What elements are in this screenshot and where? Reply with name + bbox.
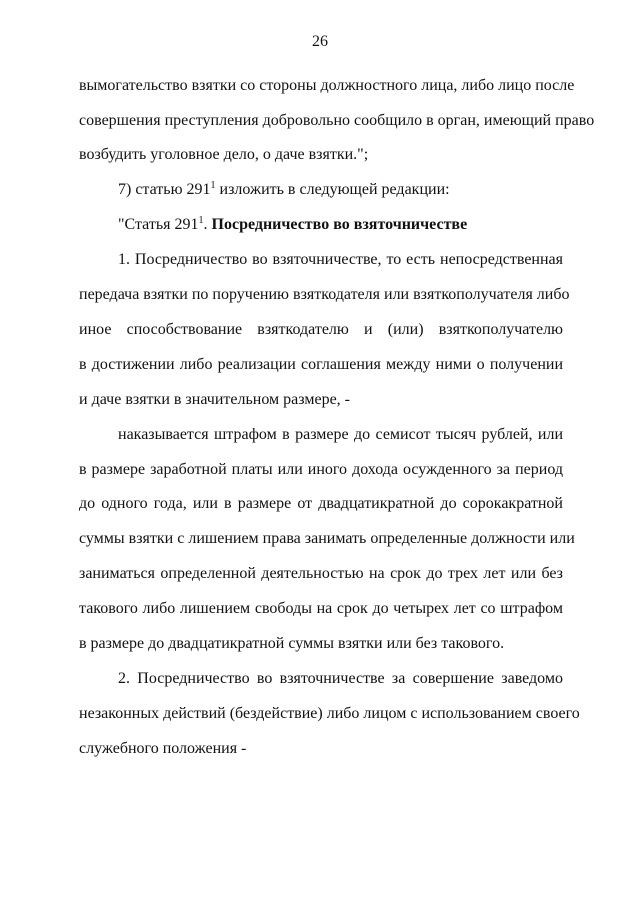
penalty1-line: до одного года, или в размере от двадцатикратной до сорокакратной (79, 495, 563, 512)
penalty1-line: заниматься определенной деятельностью на срок до трех лет или без (79, 565, 563, 582)
article-heading (118, 215, 563, 235)
part2-line: 2. Посредничество во взяточничестве за совершение заведомо (118, 670, 563, 687)
part1-line: передача взятки по поручению взяткодателя или взяткополучателя либо (79, 286, 570, 303)
part1-line: иное способствование взяткодателю и (или) взяткополучателю (79, 321, 563, 338)
page-number: 26 (312, 33, 328, 50)
intro-line: возбудить уголовное дело, о даче взятки."; (79, 146, 369, 163)
penalty1-line: суммы взятки с лишением права занимать определенные должности или (79, 530, 575, 547)
intro-line: вымогательство взятки со стороны должностного лица, либо лицо после (79, 77, 575, 94)
part1-line: 1. Посредничество во взяточничестве, то есть непосредственная (118, 251, 563, 268)
article-dot: . (203, 216, 212, 233)
item-7-after: изложить в следующей редакции: (215, 181, 450, 198)
penalty1-line: в размере до двадцатикратной суммы взятки или без такового. (79, 635, 505, 652)
article-prefix: "Статья 291 (118, 216, 199, 233)
item-7-sup: 1 (210, 180, 216, 191)
article-sup: 1 (198, 215, 204, 226)
intro-line: совершения преступления добровольно сообщило в орган, имеющий право (79, 112, 595, 129)
part1-line: в достижении либо реализации соглашения между ними о получении (79, 356, 563, 373)
item-7 (118, 180, 563, 200)
penalty1-line: наказывается штрафом в размере до семисот тысяч рублей, или (118, 426, 563, 443)
part2-line: служебного положения - (79, 740, 247, 757)
part2-line: незаконных действий (бездействие) либо лицом с использованием своего (79, 705, 580, 722)
penalty1-line: в размере заработной платы или иного дохода осужденного за период (79, 461, 563, 478)
part1-line: и даче взятки в значительном размере, - (79, 391, 350, 408)
item-7-before: 7) статью 291 (118, 181, 211, 198)
penalty1-line: такового либо лишением свободы на срок до четырех лет со штрафом (79, 600, 563, 617)
article-title: Посредничество во взяточничестве (211, 216, 468, 233)
